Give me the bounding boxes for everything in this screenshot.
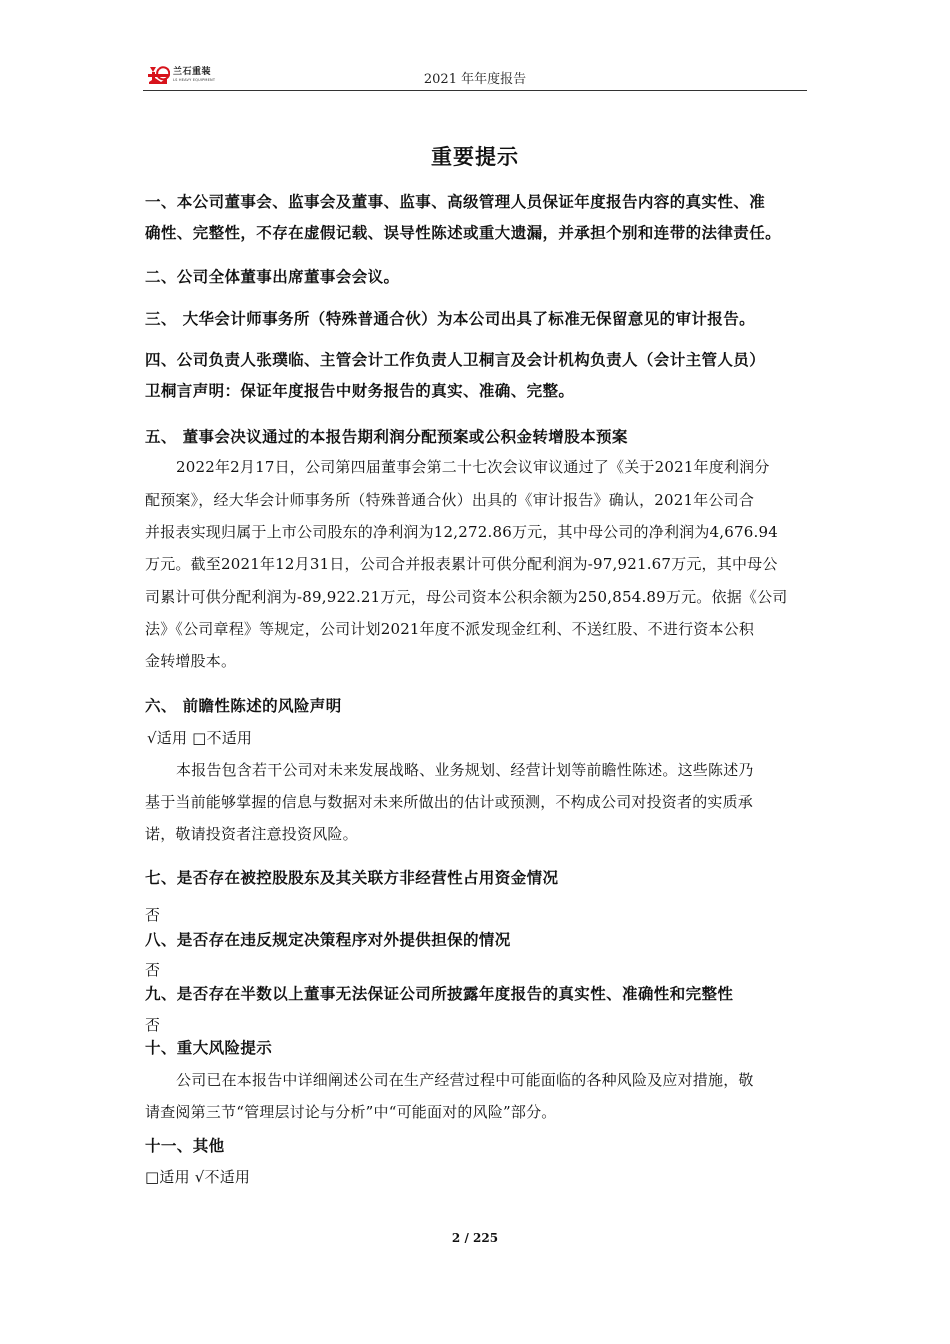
item-6-body-line: 诺，敬请投资者注意投资风险。	[145, 825, 358, 843]
item-10-heading: 十、重大风险提示	[145, 1039, 273, 1057]
item-6-heading: 六、 前瞻性陈述的风险声明	[145, 697, 342, 715]
item-9-answer: 否	[145, 1016, 161, 1034]
item-6-applicable-choice: √适用 □不适用	[147, 729, 253, 747]
item-5-body-line: 配预案》，经大华会计师事务所（特殊普通合伙）出具的《审计报告》确认，2021年公司合	[145, 491, 755, 509]
item-5-body-line: 法》《公司章程》等规定，公司计划2021年度不派发现金红利、不送红股、不进行资本公积	[145, 620, 755, 638]
item-5-body-line: 并报表实现归属于上市公司股东的净利润为12,272.86万元，其中母公司的净利润为4,676.94	[145, 523, 778, 541]
item-10-body-line: 公司已在本报告中详细阐述公司在生产经营过程中可能面临的各种风险及应对措施，敬	[176, 1071, 754, 1089]
item-7-answer: 否	[145, 906, 161, 924]
item-10-body-line: 请查阅第三节“管理层讨论与分析”中“可能面对的风险”部分。	[145, 1103, 557, 1121]
item-1-line-2: 确性、完整性，不存在虚假记载、误导性陈述或重大遗漏，并承担个别和连带的法律责任。	[145, 224, 782, 242]
item-3: 三、 大华会计师事务所（特殊普通合伙）为本公司出具了标准无保留意见的审计报告。	[145, 310, 755, 328]
item-6-body-line: 基于当前能够掌握的信息与数据对未来所做出的估计或预测，不构成公司对投资者的实质承	[145, 793, 754, 811]
item-11-heading: 十一、其他	[145, 1137, 225, 1155]
doc-title: 重要提示	[431, 145, 519, 169]
page-number: 2 / 225	[451, 1231, 499, 1245]
item-8-answer: 否	[145, 961, 161, 979]
item-8-heading: 八、是否存在违反规定决策程序对外提供担保的情况	[145, 931, 511, 949]
item-9-heading: 九、是否存在半数以上董事无法保证公司所披露年度报告的真实性、准确性和完整性	[145, 985, 734, 1003]
item-5-body-line: 司累计可供分配利润为-89,922.21万元，母公司资本公积余额为250,854.89万元。依据《公司	[145, 588, 788, 606]
item-6-body-line: 本报告包含若干公司对未来发展战略、业务规划、经营计划等前瞻性陈述。这些陈述乃	[176, 761, 754, 779]
item-7-heading: 七、是否存在被控股股东及其关联方非经营性占用资金情况	[145, 869, 559, 887]
item-11-applicable-choice: □适用 √不适用	[145, 1168, 251, 1186]
logo-cn-text: 兰石重装	[173, 67, 212, 77]
item-1-line-1: 一、本公司董事会、监事会及董事、监事、高级管理人员保证年度报告内容的真实性、准	[145, 193, 766, 211]
item-5-body-line: 金转增股本。	[145, 652, 237, 670]
logo-en-text: LS HEAVY EQUIPMENT	[173, 78, 216, 82]
page-header	[143, 62, 807, 91]
item-5-heading: 五、 董事会决议通过的本报告期利润分配预案或公积金转增股本预案	[145, 428, 628, 446]
item-4-line-2: 卫桐言声明：保证年度报告中财务报告的真实、准确、完整。	[145, 382, 575, 400]
item-5-body-line: 2022年2月17日，公司第四届董事会第二十七次会议审议通过了《关于2021年度利润分	[176, 458, 770, 476]
report-header-title: 2021 年年度报告	[423, 72, 527, 87]
item-2: 二、公司全体董事出席董事会会议。	[145, 268, 400, 286]
item-4-line-1: 四、公司负责人张璞临、主管会计工作负责人卫桐言及会计机构负责人（会计主管人员）	[145, 351, 766, 369]
item-5-body-line: 万元。截至2021年12月31日，公司合并报表累计可供分配利润为-97,921.67万元，其中母公	[145, 555, 778, 573]
